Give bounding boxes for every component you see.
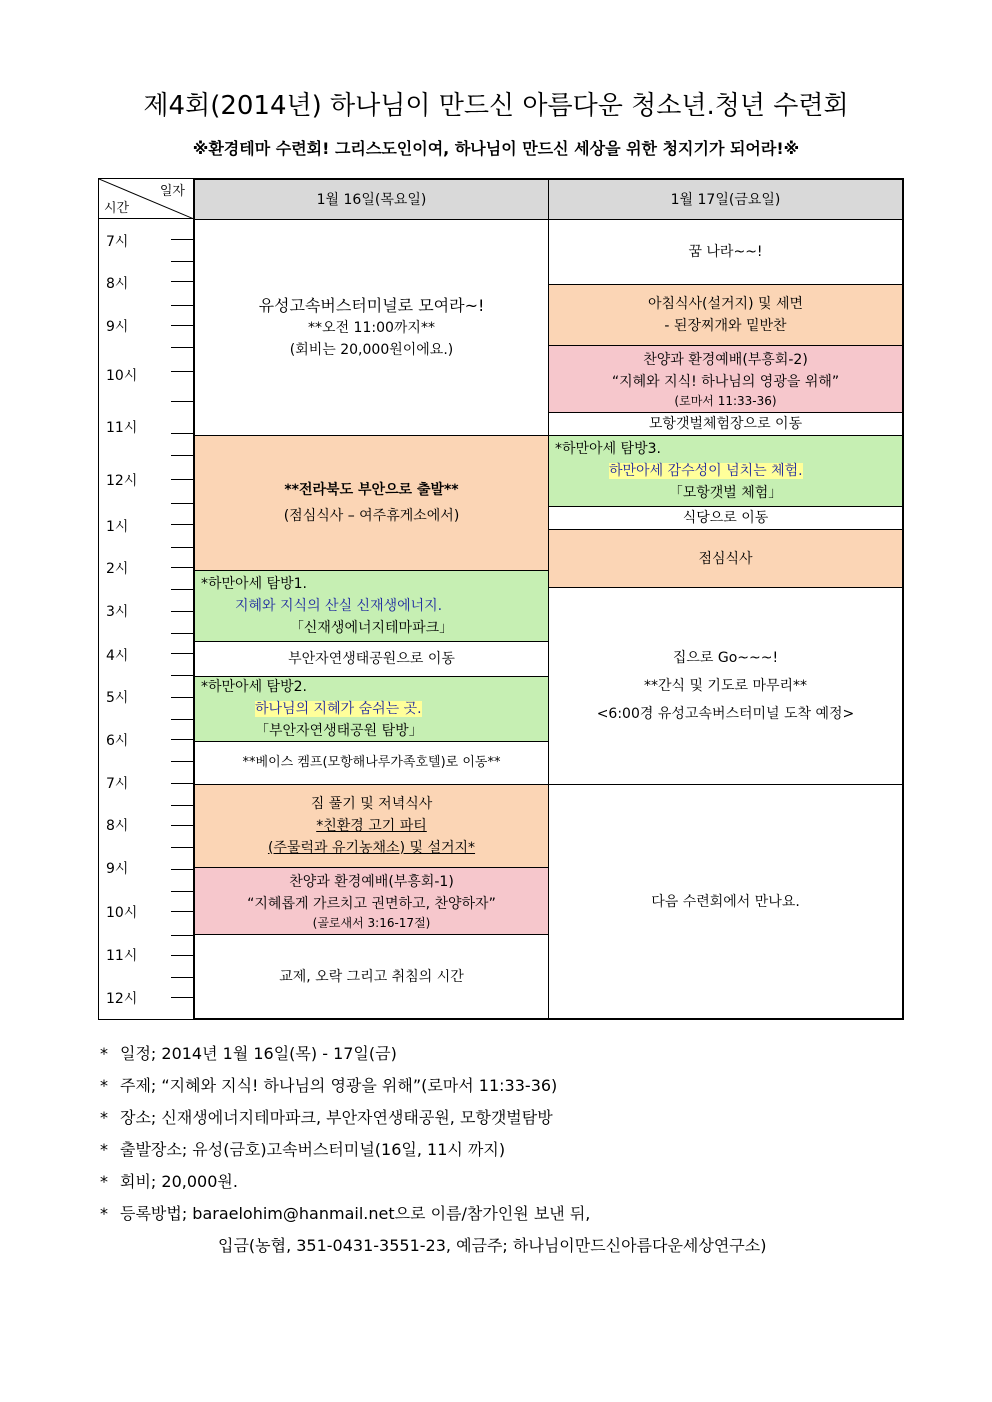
tick-mark (171, 825, 193, 826)
tick-mark (171, 589, 193, 590)
bullet-star: * (100, 1172, 108, 1191)
depart-title: **전라북도 부안으로 출발** (284, 482, 459, 498)
tick-mark (171, 633, 193, 634)
tick-mark (171, 935, 193, 936)
tick-mark (171, 547, 193, 548)
tick-mark (171, 455, 193, 456)
tick-mark (171, 281, 193, 282)
worship1-title: 찬양과 환경예배(부흥회-1) (289, 874, 454, 890)
corner-time-label: 시간 (104, 201, 130, 216)
tick-mark (171, 305, 193, 306)
tour3-place: 「모항갯벌 체험」 (668, 485, 783, 501)
tick-mark (171, 783, 193, 784)
bullet-star: * (100, 1108, 108, 1127)
note-fee: 회비; 20,000원. (120, 1172, 238, 1191)
day1-tour2-cell (194, 676, 549, 742)
tick-mark (171, 347, 193, 348)
tour3-theme: 하만아세 감수성이 넘치는 체험. (609, 463, 803, 479)
next-retreat: 다음 수련회에서 만나요. (651, 893, 800, 910)
home-closing: **간식 및 기도로 마무리** (643, 678, 808, 694)
tick-mark (171, 891, 193, 892)
tour1-label: *하만아세 탐방1. (201, 576, 307, 592)
home-arrival: <6:00경 유성고속버스터미널 도착 예정> (596, 706, 855, 722)
dinner-menu: (주물럭과 유기농채소) 및 설거지* (267, 840, 476, 856)
tick-mark (171, 697, 193, 698)
note-payment: 입금(농협, 351-0431-3551-23, 예금주; 하나님이만드신아름다운세상연구소) (218, 1236, 767, 1255)
tick-mark (171, 611, 193, 612)
day1-night-cell (194, 934, 549, 1019)
day1-depart-cell (194, 435, 549, 571)
tour1-place: 「신재생에너지테마파크」 (289, 620, 454, 636)
tick-mark (171, 847, 193, 848)
tick-mark (171, 997, 193, 998)
breakfast-menu: - 된장찌개와 밑반찬 (664, 318, 787, 334)
worship2-theme: “지혜와 지식! 하나님의 영광을 위해” (611, 374, 840, 390)
tour3-theme-wrap (549, 460, 902, 482)
day2-move-mud-cell (548, 412, 903, 436)
day1-header (194, 179, 549, 220)
night-activity: 교제, 오락 그리고 취침의 시간 (279, 968, 464, 985)
note-schedule: 일정; 2014년 1월 16일(목) - 17일(금) (120, 1044, 397, 1063)
note-registration: 등록방법; baraelohim@hanmail.net으로 이름/참가인원 보낸 뒤, (120, 1204, 591, 1223)
day2-lunch-cell (548, 529, 903, 588)
corner-header (99, 179, 194, 219)
gather-fee: (회비는 20,000원이에요.) (289, 341, 454, 358)
tick-mark (171, 911, 193, 912)
tick-mark (171, 524, 193, 525)
day2-next-cell (548, 784, 903, 1019)
day1-dinner-cell (194, 784, 549, 868)
corner-day-label: 일자 (159, 184, 185, 199)
note-item (100, 1198, 920, 1230)
tick-mark (171, 805, 193, 806)
dinner-party: *친환경 고기 파티 (316, 818, 427, 834)
time-column: 7시 8시 9시 10시 11시 12시 1시 2시 3시 4시 5시 6시 7시 8시 9시 10시 11시 12시 (99, 219, 194, 1019)
day1-move-cell (194, 641, 549, 677)
bullet-star: * (100, 1204, 108, 1223)
day1-header-label: 1월 16일(목요일) (316, 191, 427, 208)
tick-mark (171, 325, 193, 326)
day2-tour3-cell (548, 435, 903, 507)
note-item (100, 1038, 920, 1070)
tour3-label: *하만아세 탐방3. (555, 441, 661, 457)
dinner-title: 짐 풀기 및 저녁식사 (310, 796, 433, 812)
depart-lunch: (점심식사 – 여주휴게소에서) (283, 508, 460, 524)
worship2-title: 찬양과 환경예배(부흥회-2) (643, 352, 808, 368)
tick-mark (171, 239, 193, 240)
note-item (100, 1134, 920, 1166)
page-title: 제4회(2014년) 하나님이 만드신 아름다운 청소년.청년 수련회 (143, 91, 849, 121)
lunch-text: 점심식사 (698, 550, 753, 567)
worship1-verse: (골로새서 3:16-17절) (312, 916, 431, 930)
day2-header-label: 1월 17일(금요일) (670, 191, 781, 208)
bullet-star: * (100, 1076, 108, 1095)
dream-text: 꿈 나라~~! (688, 244, 763, 260)
breakfast-title: 아침식사(설거지) 및 세면 (647, 296, 804, 312)
tour2-label: *하만아세 탐방2. (201, 679, 307, 695)
base-camp: **베이스 켐프(모항해나루가족호텔)로 이동** (242, 755, 501, 770)
tick-mark (171, 719, 193, 720)
tick-mark (171, 869, 193, 870)
info-notes (100, 1038, 920, 1262)
tick-mark (171, 567, 193, 568)
tour2-theme-wrap (195, 698, 548, 720)
gather-title: 유성고속버스터미널로 모여라~! (258, 295, 485, 315)
day2-home-cell (548, 587, 903, 785)
tour2-place: 「부안자연생태공원 탐방」 (255, 723, 423, 739)
note-item (100, 1070, 920, 1102)
tick-mark (171, 653, 193, 654)
tour1-theme: 지혜와 지식의 산실 신재생에너지. (235, 598, 443, 614)
tick-mark (171, 401, 193, 402)
day2-header (548, 179, 903, 220)
worship2-verse: (로마서 11:33-36) (674, 394, 777, 408)
tick-mark (171, 761, 193, 762)
day2-move-restaurant-cell (548, 506, 903, 530)
tick-mark (171, 433, 193, 434)
day2-dream-cell (548, 219, 903, 285)
note-places: 장소; 신재생에너지테마파크, 부안자연생태공원, 모항갯벌탐방 (120, 1108, 553, 1127)
day1-gather-cell (194, 219, 549, 436)
tick-mark (171, 675, 193, 676)
worship1-theme: “지혜롭게 가르치고 권면하고, 찬양하자” (247, 896, 496, 912)
day2-worship-cell (548, 345, 903, 413)
home-title: 집으로 Go~~~! (672, 650, 779, 666)
note-departure: 출발장소; 유성(금호)고속버스터미널(16일, 11시 까지) (120, 1140, 506, 1159)
tick-mark (171, 479, 193, 480)
page-subtitle: ※환경테마 수련회! 그리스도인이여, 하나님이 만드신 세상을 위한 청지기가 되어라!※ (192, 139, 800, 158)
tick-mark (171, 955, 193, 956)
tick-mark (171, 977, 193, 978)
bullet-star: * (100, 1140, 108, 1159)
tour2-theme: 하나님의 지혜가 숨쉬는 곳. (255, 701, 422, 717)
note-theme: 주제; “지혜와 지식! 하나님의 영광을 위해”(로마서 11:33-36) (120, 1076, 558, 1095)
move-to-park: 부안자연생태공원으로 이동 (288, 651, 455, 667)
tick-mark (171, 261, 193, 262)
note-item (100, 1166, 920, 1198)
move-to-restaurant: 식당으로 이동 (682, 510, 769, 526)
tick-mark (171, 371, 193, 372)
day1-worship-cell (194, 867, 549, 935)
move-to-mudflat: 모항갯벌체험장으로 이동 (648, 416, 803, 432)
schedule-table (98, 178, 904, 1020)
tick-mark (171, 739, 193, 740)
gather-time: **오전 11:00까지** (308, 319, 435, 336)
tick-mark (171, 503, 193, 504)
bullet-star: * (100, 1044, 108, 1063)
day1-base-cell (194, 741, 549, 785)
day2-breakfast-cell (548, 284, 903, 346)
day1-tour1-cell (194, 570, 549, 642)
note-item (100, 1102, 920, 1134)
